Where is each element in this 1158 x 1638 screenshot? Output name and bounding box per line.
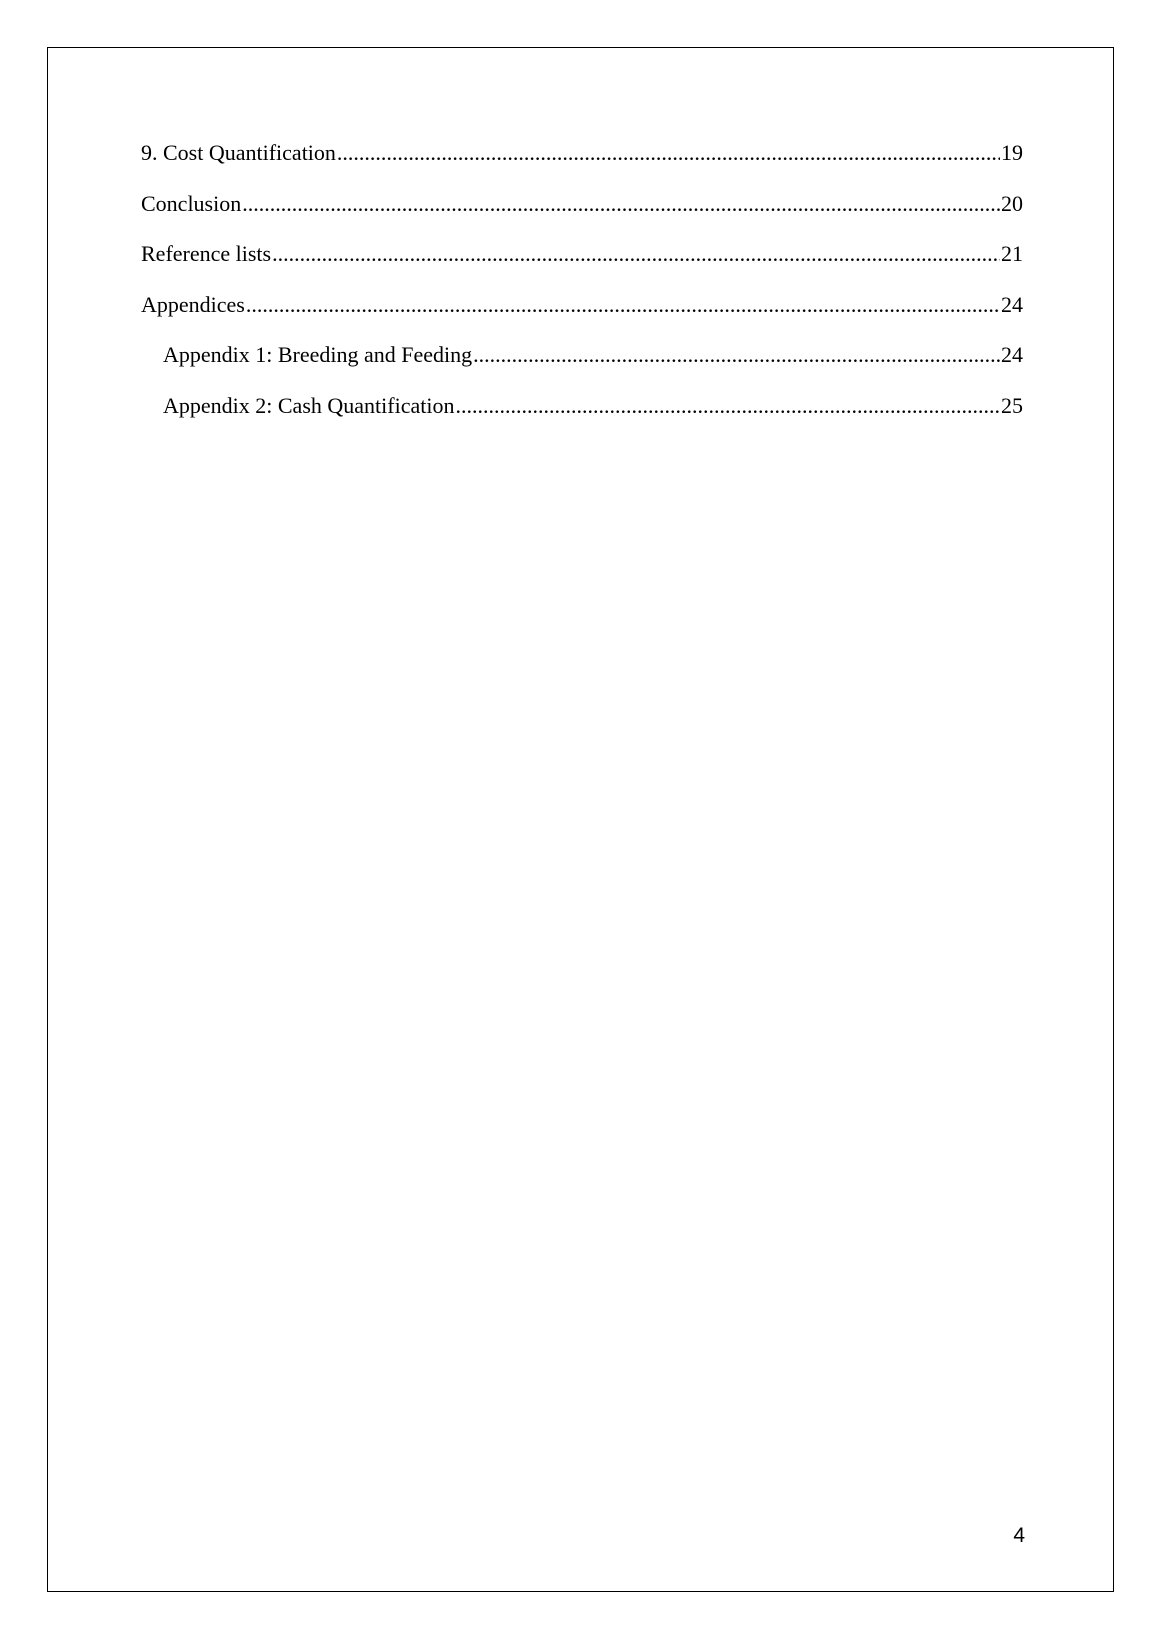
toc-entry-page: 24 [1001,291,1023,317]
toc-dot-leader [337,138,1000,168]
toc-entry-title: Reference lists [141,241,272,266]
toc-entry-title: 9. Cost Quantification [141,140,336,165]
toc-entry-title: Conclusion [141,190,242,216]
toc-entry-cost-quantification[interactable] [141,138,1023,189]
toc-entry-reference-lists[interactable] [141,239,1023,290]
toc-dot-leader [246,290,1000,320]
toc-entry-page: 21 [1001,241,1023,266]
toc-dot-leader [473,340,1000,370]
toc-entry-page: 19 [1001,140,1023,165]
toc-dot-leader [242,189,1000,219]
toc-entry-appendix-1[interactable] [141,340,1023,391]
toc-entry-title: Appendices [141,291,245,317]
toc-entry-title: Appendix 2: Cash Quantification [163,392,455,418]
toc-entry-page: 24 [1001,342,1023,367]
toc-entry-conclusion[interactable] [141,189,1023,240]
toc-entry-appendices[interactable] [141,290,1023,341]
page-number: 4 [1013,1524,1025,1547]
toc-entry-title: Appendix 1: Breeding and Feeding [163,342,473,367]
table-of-contents [141,138,1023,441]
toc-entry-page: 25 [1001,392,1023,418]
toc-dot-leader [455,391,1000,421]
toc-entry-page: 20 [1001,190,1023,216]
toc-entry-appendix-2[interactable] [141,391,1023,442]
toc-dot-leader [272,239,1000,269]
